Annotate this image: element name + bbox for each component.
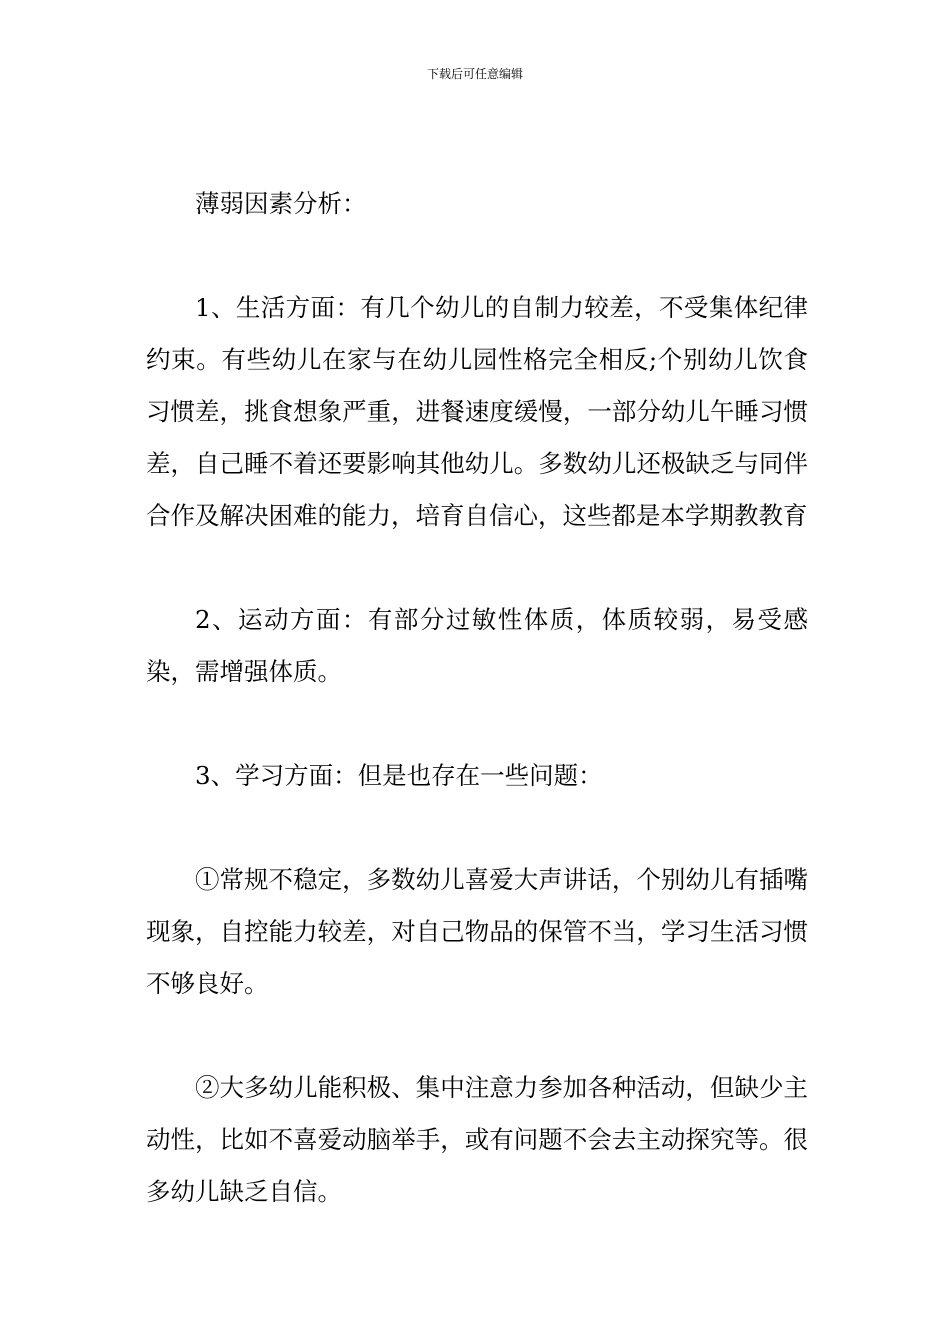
paragraph-life: 1、生活方面：有几个幼儿的自制力较差，不受集体纪律约束。有些幼儿在家与在幼儿园性格完全相反;个别幼儿饮食习惯差，挑食想象严重，进餐速度缓慢，一部分幼儿午睡习惯差，自己睡不着还要影响其他幼儿。多数幼儿还极缺乏与同伴合作及解决困难的能力，培育自信心，这些都是本学期教教育 — [146, 293, 808, 530]
paragraph-sports: 2、运动方面：有部分过敏性体质，体质较弱，易受感染，需增强体质。 — [146, 605, 808, 686]
header-note: 下载后可任意编辑 — [426, 67, 523, 81]
paragraph-item-1: ①常规不稳定，多数幼儿喜爱大声讲话，个别幼儿有插嘴现象，自控能力较差，对自己物品的保管不当，学习生活习惯不够良好。 — [146, 865, 808, 998]
document-body — [146, 178, 808, 1218]
paragraph-study: 3、学习方面：但是也存在一些问题： — [195, 761, 603, 790]
section-heading: 薄弱因素分析： — [195, 189, 367, 218]
paragraph-item-2: ②大多幼儿能积极、集中注意力参加各种活动，但缺少主动性，比如不喜爱动脑举手，或有问题不会去主动探究等。很多幼儿缺乏自信。 — [146, 1073, 808, 1206]
